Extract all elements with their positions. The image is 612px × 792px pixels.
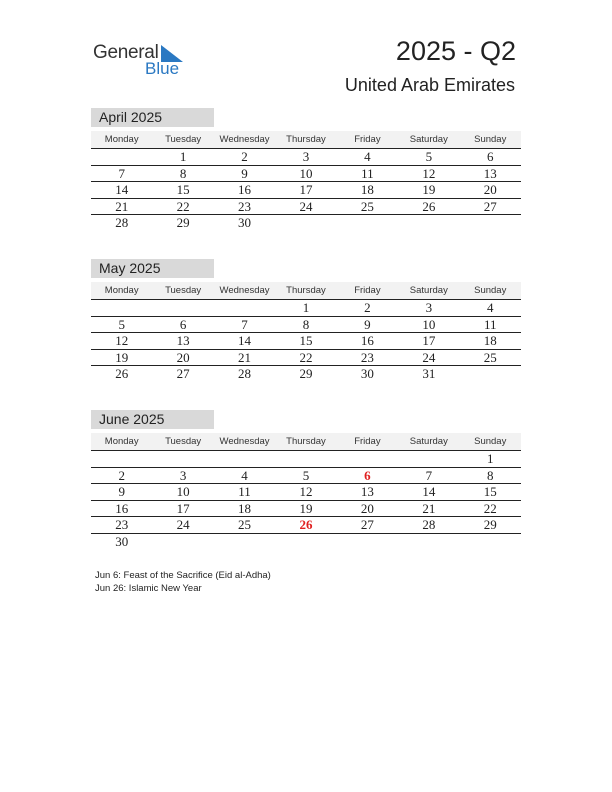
month-title: June 2025	[91, 410, 214, 429]
day-cell: 14	[115, 182, 129, 197]
holiday-notes	[95, 569, 271, 595]
weekday-label: Thursday	[286, 134, 326, 145]
week-row	[91, 350, 521, 367]
day-cell: 31	[422, 366, 436, 381]
day-cell: 24	[422, 349, 436, 365]
weekday-label: Monday	[104, 134, 139, 145]
weekday-label: Tuesday	[165, 436, 202, 447]
day-cell: 13	[360, 484, 374, 499]
day-cell: 11	[361, 165, 374, 181]
day-cell: 25	[360, 198, 374, 214]
day-cell: 25	[483, 349, 497, 365]
week-row	[91, 484, 521, 501]
day-cell: 10	[176, 484, 190, 499]
day-cell: 9	[118, 484, 125, 499]
day-cell: 3	[302, 149, 310, 164]
week-row	[91, 199, 521, 216]
month-title: April 2025	[91, 108, 214, 127]
weekday-label: Tuesday	[165, 134, 202, 145]
weekday-label: Saturday	[409, 134, 448, 145]
day-cell: 21	[422, 500, 436, 516]
month-april	[91, 108, 521, 232]
month-grid	[91, 451, 521, 550]
day-cell: 8	[486, 467, 494, 483]
day-cell: 15	[176, 182, 190, 197]
weekday-header	[91, 433, 521, 451]
day-cell: 19	[422, 182, 436, 197]
day-cell: 4	[364, 149, 371, 164]
day-cell: 18	[483, 333, 497, 348]
weekday-label: Tuesday	[165, 285, 202, 296]
day-cell	[91, 300, 152, 316]
day-cell: 7	[425, 467, 433, 483]
holiday-note: Jun 6: Feast of the Sacrifice (Eid al-Adha)	[95, 570, 271, 581]
day-cell: 2	[118, 467, 125, 483]
day-cell: 5	[302, 467, 310, 483]
weekday-label: Thursday	[286, 285, 326, 296]
day-cell: 7	[118, 165, 125, 181]
day-cell: 29	[483, 517, 497, 532]
week-row	[91, 149, 521, 166]
weekday-label: Saturday	[409, 436, 448, 447]
day-cell: 2	[241, 149, 248, 164]
day-cell	[275, 451, 336, 467]
day-cell: 23	[238, 198, 252, 214]
day-cell: 18	[360, 182, 374, 197]
day-cell: 28	[238, 366, 252, 381]
day-cell: 26	[422, 198, 436, 214]
day-cell: 30	[360, 366, 374, 381]
day-cell: 29	[299, 366, 313, 381]
weekday-label: Monday	[104, 436, 139, 447]
day-cell	[152, 534, 213, 551]
weekday-label: Friday	[354, 134, 381, 145]
logo-text-blue: Blue	[145, 59, 180, 78]
day-cell	[398, 451, 459, 467]
day-cell: 28	[422, 517, 436, 532]
day-cell: 4	[486, 300, 494, 315]
day-cell: 16	[238, 182, 252, 197]
day-cell: 8	[179, 165, 187, 181]
day-cell	[337, 534, 398, 551]
day-cell: 5	[425, 149, 433, 164]
day-cell: 12	[422, 165, 436, 181]
day-cell: 24	[299, 198, 313, 214]
day-cell: 12	[299, 484, 313, 499]
month-may	[91, 259, 521, 383]
week-row	[91, 534, 521, 551]
day-cell	[214, 534, 275, 551]
day-cell: 22	[299, 349, 313, 365]
day-cell: 17	[422, 333, 436, 348]
day-cell: 30	[238, 215, 252, 230]
day-cell: 20	[360, 500, 374, 516]
day-cell	[275, 215, 336, 232]
day-cell	[337, 451, 398, 467]
day-cell: 22	[176, 198, 190, 214]
day-cell: 13	[483, 165, 497, 181]
week-row	[91, 166, 521, 183]
day-cell	[398, 215, 459, 232]
day-cell: 16	[360, 333, 374, 348]
day-cell: 8	[302, 316, 310, 332]
week-row	[91, 501, 521, 518]
day-cell: 11	[483, 316, 497, 332]
day-cell	[460, 534, 521, 551]
month-title: May 2025	[91, 259, 214, 278]
logo-text-general: General	[93, 42, 159, 63]
day-cell: 6	[486, 149, 494, 164]
day-cell: 2	[364, 300, 371, 315]
day-cell: 27	[360, 517, 374, 532]
week-row	[91, 317, 521, 334]
weekday-header	[91, 282, 521, 300]
day-cell: 10	[422, 316, 436, 332]
day-cell: 27	[176, 366, 190, 381]
weekday-label: Friday	[354, 436, 381, 447]
day-cell: 26	[115, 366, 129, 381]
month-grid	[91, 149, 521, 232]
week-row	[91, 468, 521, 485]
day-cell: 14	[238, 333, 252, 348]
holiday-day-cell: 6	[364, 467, 371, 483]
weekday-label: Sunday	[474, 134, 507, 145]
weekday-header	[91, 131, 521, 149]
day-cell: 21	[115, 198, 129, 214]
day-cell	[152, 300, 213, 316]
day-cell	[275, 534, 336, 551]
day-cell: 23	[360, 349, 374, 365]
day-cell	[214, 451, 275, 467]
country-name: United Arab Emirates	[344, 75, 515, 95]
page-title: 2025 - Q2	[395, 36, 516, 66]
day-cell: 1	[179, 149, 187, 164]
day-cell: 23	[115, 517, 129, 532]
week-row	[91, 182, 521, 199]
day-cell: 4	[241, 467, 248, 483]
weekday-label: Thursday	[286, 436, 326, 447]
day-cell	[460, 215, 521, 232]
day-cell: 20	[176, 349, 190, 365]
day-cell: 6	[179, 316, 187, 332]
weekday-label: Wednesday	[219, 285, 270, 296]
week-row	[91, 300, 521, 317]
day-cell: 9	[241, 165, 248, 181]
day-cell	[152, 451, 213, 467]
holiday-note: Jun 26: Islamic New Year	[95, 583, 202, 594]
week-row	[91, 517, 521, 534]
day-cell: 15	[483, 484, 497, 499]
day-cell: 7	[241, 316, 248, 332]
day-cell: 28	[115, 215, 129, 230]
day-cell	[91, 149, 152, 165]
day-cell: 30	[115, 533, 129, 549]
day-cell: 24	[176, 517, 190, 532]
day-cell: 27	[483, 198, 497, 214]
day-cell: 22	[483, 500, 497, 516]
day-cell: 1	[302, 300, 310, 315]
day-cell	[398, 534, 459, 551]
weekday-label: Wednesday	[219, 134, 270, 145]
day-cell: 3	[425, 300, 433, 315]
day-cell: 3	[179, 467, 187, 483]
day-cell: 18	[238, 500, 252, 516]
week-row	[91, 215, 521, 232]
weekday-label: Monday	[104, 285, 139, 296]
weekday-label: Friday	[354, 285, 381, 296]
day-cell: 15	[299, 333, 313, 348]
weekday-label: Sunday	[474, 285, 507, 296]
weekday-label: Sunday	[474, 436, 507, 447]
day-cell	[460, 366, 521, 383]
day-cell: 17	[299, 182, 313, 197]
month-grid	[91, 300, 521, 383]
weekday-label: Wednesday	[219, 436, 270, 447]
day-cell: 13	[176, 333, 190, 348]
day-cell: 11	[238, 484, 251, 499]
weekday-label: Saturday	[409, 285, 448, 296]
day-cell	[337, 215, 398, 232]
day-cell: 19	[299, 500, 313, 516]
day-cell: 25	[238, 517, 252, 532]
day-cell	[91, 451, 152, 467]
day-cell: 21	[238, 349, 252, 365]
month-june	[91, 410, 521, 550]
day-cell: 20	[483, 182, 497, 197]
day-cell: 14	[422, 484, 436, 499]
day-cell: 16	[115, 500, 129, 516]
day-cell: 5	[118, 316, 125, 332]
day-cell	[214, 300, 275, 316]
generalblue-logo	[93, 42, 193, 78]
day-cell: 1	[486, 451, 494, 466]
day-cell: 19	[115, 349, 129, 365]
day-cell: 10	[299, 165, 313, 181]
day-cell: 9	[364, 316, 371, 332]
week-row	[91, 451, 521, 468]
day-cell: 17	[176, 500, 190, 516]
week-row	[91, 366, 521, 383]
week-row	[91, 333, 521, 350]
day-cell: 29	[176, 215, 190, 230]
day-cell: 12	[115, 333, 129, 348]
holiday-day-cell: 26	[299, 517, 313, 532]
